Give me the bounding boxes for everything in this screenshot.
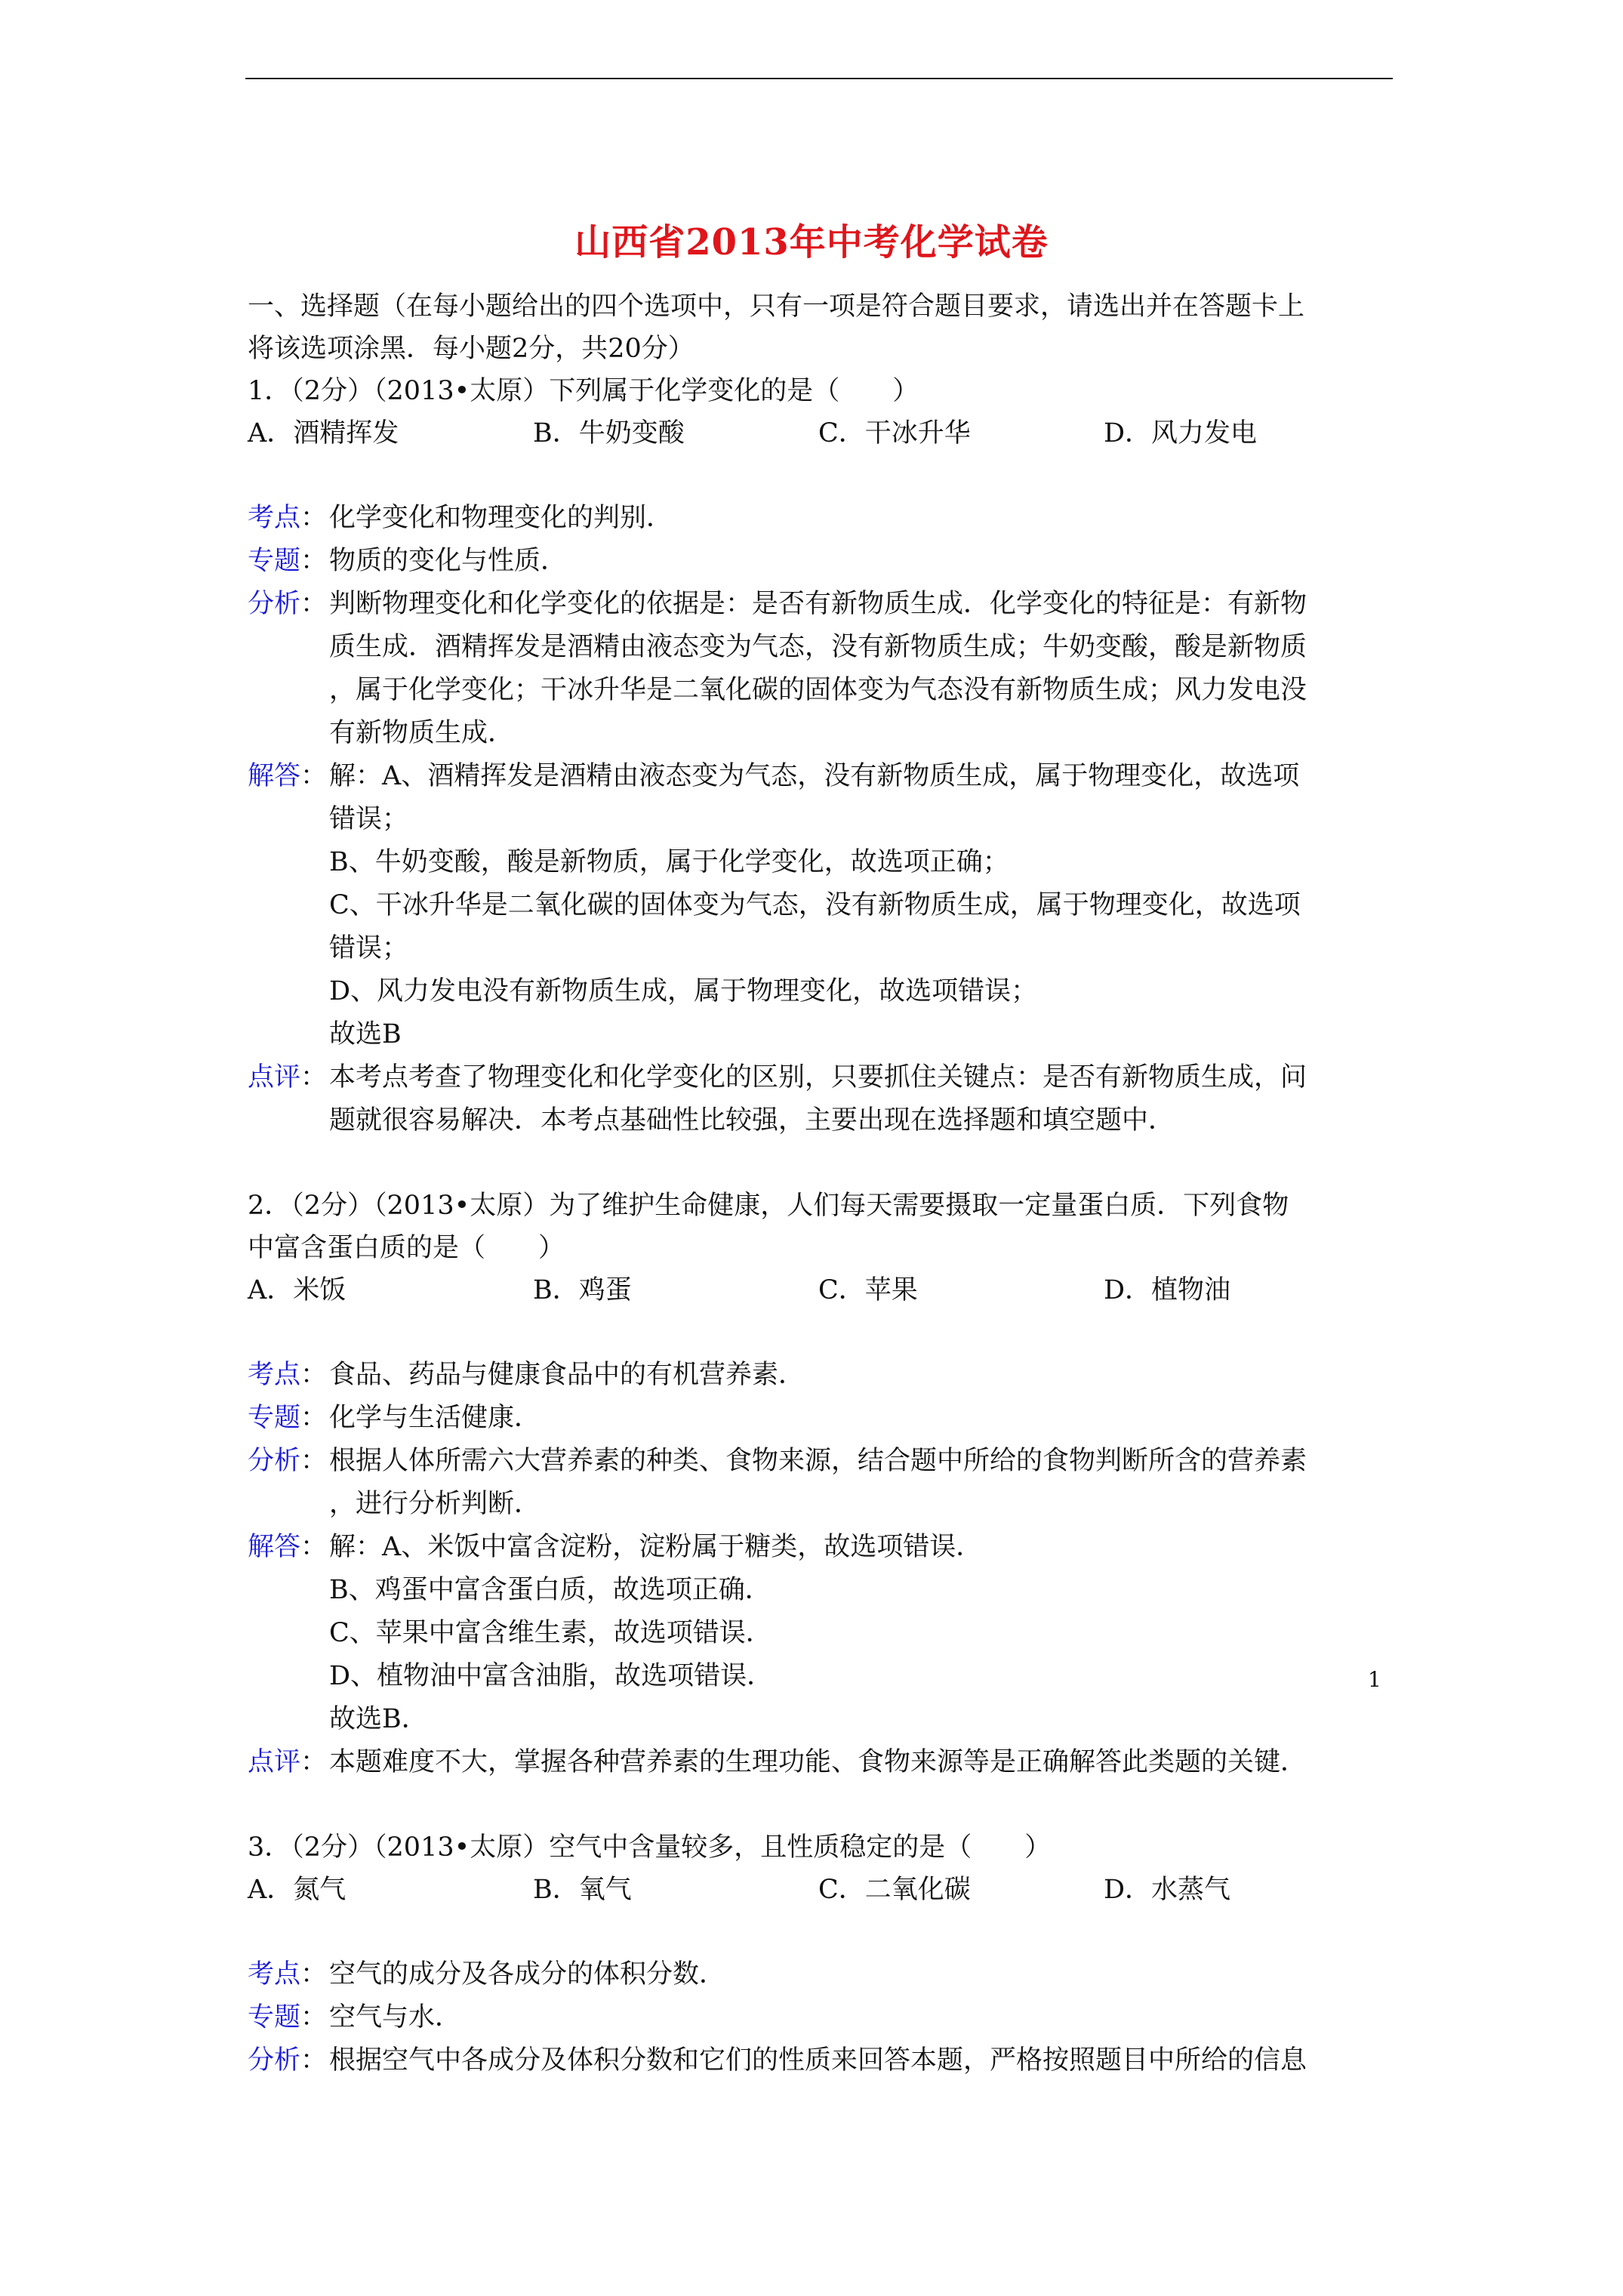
spacer [248, 1784, 1395, 1826]
analysis-label [248, 1354, 329, 1397]
analysis-body [329, 1953, 1395, 1996]
analysis-body [329, 583, 1395, 755]
analysis-label-text: 考点 [248, 503, 301, 533]
section-header-line: 将该选项涂黑．每小题2分，共20分） [248, 334, 694, 364]
analysis-line: D、风力发电没有新物质生成，属于物理变化，故选项错误； [329, 976, 1038, 1006]
page-number: 1 [1368, 1667, 1381, 1692]
analysis-label-text: 解答 [248, 761, 301, 791]
analysis-body [329, 1354, 1395, 1397]
analysis-body [329, 2039, 1395, 2082]
question-list [248, 370, 1395, 2082]
analysis-item [248, 1996, 1395, 2039]
analysis-label [248, 1953, 329, 1996]
label-colon: ： [300, 1360, 328, 1390]
analysis-label [248, 2039, 329, 2082]
label-colon: ： [300, 589, 328, 619]
analysis-label-text: 分析 [248, 589, 301, 619]
option-c: C．干冰升华 [818, 418, 971, 448]
option-c: C．苹果 [818, 1275, 918, 1305]
analysis-label [248, 1741, 329, 1784]
option-a: A．氮气 [248, 1875, 346, 1905]
analysis-line: D、植物油中富含油脂，故选项错误． [329, 1661, 774, 1691]
analysis-line: C、苹果中富含维生素，故选项错误． [329, 1618, 772, 1648]
question-stem: 2．（2分）（2013•太原）为了维护生命健康，人们每天需要摄取一定量蛋白质．下列食物 [248, 1191, 1289, 1221]
analysis-line: 物质的变化与性质． [329, 546, 568, 576]
analysis-line: 题就很容易解决．本考点基础性比较强，主要出现在选择题和填空题中． [329, 1105, 1175, 1136]
label-colon: ： [300, 1062, 328, 1093]
option-a: A．米饭 [248, 1275, 346, 1305]
analysis-item [248, 1354, 1395, 1397]
label-colon: ： [300, 2002, 328, 2032]
section-header-line: 一、选择题（在每小题给出的四个选项中，只有一项是符合题目要求，请选出并在答题卡上 [248, 291, 1305, 322]
question-stem: 3．（2分）（2013•太原）空气中含量较多，且性质稳定的是（ ） [248, 1832, 1052, 1863]
analysis-body [329, 1397, 1395, 1440]
spacer [248, 1911, 1395, 1953]
analysis-label-text: 专题 [248, 1403, 301, 1433]
spacer [248, 1142, 1395, 1185]
document-title: 山西省2013年中考化学试卷 [574, 221, 1049, 264]
analysis-body [329, 1056, 1395, 1142]
analysis-label [248, 540, 329, 583]
analysis-label [248, 1526, 329, 1741]
option-d: D．植物油 [1104, 1275, 1231, 1305]
analysis-label-text: 专题 [248, 2002, 301, 2032]
analysis-body [329, 540, 1395, 583]
label-colon: ： [300, 1446, 328, 1476]
analysis-item [248, 1056, 1395, 1142]
option-b: B．牛奶变酸 [533, 418, 685, 448]
analysis-body [329, 1741, 1395, 1784]
analysis-line: ，属于化学变化；干冰升华是二氧化碳的固体变为气态没有新物质生成；风力发电没 [329, 675, 1307, 705]
analysis-item [248, 2039, 1395, 2082]
question-stem: 1．（2分）（2013•太原）下列属于化学变化的是（ ） [248, 376, 919, 406]
analysis-body [329, 1996, 1395, 2039]
analysis-line: B、鸡蛋中富含蛋白质，故选项正确． [329, 1575, 771, 1605]
analysis-label-text: 解答 [248, 1532, 301, 1562]
analysis-label [248, 1056, 329, 1142]
analysis-label [248, 1440, 329, 1526]
analysis-item [248, 1397, 1395, 1440]
analysis-line: 错误； [329, 804, 409, 834]
analysis-label [248, 1397, 329, 1440]
header-rule [245, 78, 1393, 79]
analysis-line: 故选B [329, 1019, 402, 1049]
analysis-line: 本考点考查了物理变化和化学变化的区别，只要抓住关键点：是否有新物质生成，问 [329, 1062, 1307, 1093]
analysis-line: 化学变化和物理变化的判别． [329, 503, 673, 533]
analysis-label-text: 分析 [248, 1446, 301, 1476]
analysis-body [329, 1526, 1395, 1741]
option-d: D．风力发电 [1104, 418, 1258, 448]
options-row [248, 412, 1395, 455]
analysis-body [329, 497, 1395, 540]
analysis-item [248, 1953, 1395, 1996]
analysis-label-text: 专题 [248, 546, 301, 576]
label-colon: ： [300, 1532, 328, 1562]
options-row [248, 1269, 1395, 1311]
question-block [248, 370, 1395, 1142]
option-b: B．氧气 [533, 1875, 632, 1905]
analysis-label-text: 考点 [248, 1959, 301, 1989]
analysis-label [248, 497, 329, 540]
analysis-line: 解：A、米饭中富含淀粉，淀粉属于糖类，故选项错误． [329, 1532, 983, 1562]
analysis-item [248, 1741, 1395, 1784]
document-body [248, 285, 1395, 2082]
analysis-line: 根据人体所需六大营养素的种类、食物来源，结合题中所给的食物判断所含的营养素 [329, 1446, 1307, 1476]
analysis-line: 食品、药品与健康食品中的有机营养素． [329, 1360, 805, 1390]
analysis-label-text: 分析 [248, 2045, 301, 2076]
analysis-item [248, 497, 1395, 540]
analysis-line: ，进行分析判断． [329, 1489, 541, 1519]
analysis-label [248, 1996, 329, 2039]
options-row [248, 1869, 1395, 1911]
analysis-line: B、牛奶变酸，酸是新物质，属于化学变化，故选项正确； [329, 847, 1009, 877]
label-colon: ： [300, 546, 328, 576]
analysis-item [248, 540, 1395, 583]
label-colon: ： [300, 1959, 328, 1989]
analysis-line: 空气与水． [329, 2002, 462, 2032]
analysis-line: 判断物理变化和化学变化的依据是：是否有新物质生成．化学变化的特征是：有新物 [329, 589, 1307, 619]
analysis-line: C、干冰升华是二氧化碳的固体变为气态，没有新物质生成，属于物理变化，故选项 [329, 890, 1301, 920]
analysis-item [248, 1440, 1395, 1526]
label-colon: ： [300, 503, 328, 533]
analysis-label-text: 点评 [248, 1062, 301, 1093]
analysis-body [329, 755, 1395, 1056]
spacer [248, 455, 1395, 497]
analysis-label [248, 583, 329, 755]
spacer [248, 1311, 1395, 1354]
option-d: D．水蒸气 [1104, 1875, 1231, 1905]
analysis-item [248, 583, 1395, 755]
analysis-line: 质生成．酒精挥发是酒精由液态变为气态，没有新物质生成；牛奶变酸，酸是新物质 [329, 632, 1307, 662]
analysis-line: 空气的成分及各成分的体积分数． [329, 1959, 726, 1989]
analysis-line: 解：A、酒精挥发是酒精由液态变为气态，没有新物质生成，属于物理变化，故选项 [329, 761, 1300, 791]
analysis-line: 根据空气中各成分及体积分数和它们的性质来回答本题，严格按照题目中所给的信息 [329, 2045, 1307, 2076]
question-block [248, 1826, 1395, 2082]
analysis-line: 故选B． [329, 1704, 428, 1734]
option-a: A．酒精挥发 [248, 418, 399, 448]
analysis-body [329, 1440, 1395, 1526]
label-colon: ： [300, 1747, 328, 1777]
analysis-line: 错误； [329, 933, 409, 963]
option-b: B．鸡蛋 [533, 1275, 632, 1305]
question-block [248, 1185, 1395, 1784]
label-colon: ： [300, 1403, 328, 1433]
analysis-line: 有新物质生成． [329, 718, 515, 748]
question-stem: 中富含蛋白质的是（ ） [248, 1233, 565, 1263]
analysis-item [248, 755, 1395, 1056]
analysis-label [248, 755, 329, 1056]
label-colon: ： [300, 761, 328, 791]
label-colon: ： [300, 2045, 328, 2076]
option-c: C．二氧化碳 [818, 1875, 971, 1905]
analysis-label-text: 点评 [248, 1747, 301, 1777]
analysis-item [248, 1526, 1395, 1741]
analysis-line: 本题难度不大，掌握各种营养素的生理功能、食物来源等是正确解答此类题的关键． [329, 1747, 1307, 1777]
analysis-label-text: 考点 [248, 1360, 301, 1390]
analysis-line: 化学与生活健康． [329, 1403, 541, 1433]
